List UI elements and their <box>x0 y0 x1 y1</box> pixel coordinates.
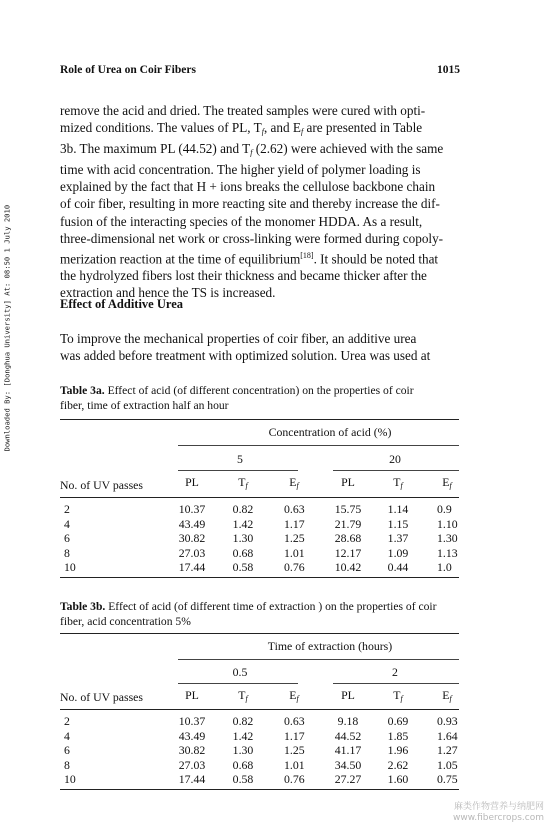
table-cell: 0.68 <box>232 545 254 560</box>
table-cell: 1.17 <box>284 516 305 531</box>
table-cell: 1.01 <box>284 545 305 560</box>
table-cell: 0.75 <box>437 772 458 787</box>
paragraph-line: To improve the mechanical properties of coir fiber, an additive urea <box>60 331 417 346</box>
paragraph-urea <box>60 330 460 364</box>
table-cell: 34.50 <box>334 757 362 772</box>
table-cell: 1.27 <box>437 743 458 758</box>
table-cell: 17.44 <box>178 560 206 575</box>
running-header <box>60 64 460 76</box>
paragraph-line: three-dimensional net work or cross-linking were formed during copoly- <box>60 230 444 246</box>
table-cell: 0.93 <box>437 714 458 728</box>
paragraph-line: was added before treatment with optimized solution. Urea was used at <box>60 348 431 364</box>
table-row-label: 4 <box>64 516 70 531</box>
table-cell: 1.10 <box>437 516 458 531</box>
table-cell: 1.13 <box>437 545 458 560</box>
table-cell: 27.03 <box>178 757 206 772</box>
table-3a-group-label: 5 <box>237 452 243 466</box>
column-header: $E_f$ <box>289 475 299 490</box>
table-cell: 1.42 <box>232 728 254 743</box>
table-3b-group-header: Time of extraction (hours) <box>267 639 393 653</box>
table-3b-caption: Table 3b. Effect of acid (of different time of extraction ) on the properties of coir fiber, acid concentration 5% <box>60 600 437 628</box>
table-cell: 0.68 <box>232 757 254 772</box>
table-3a-group-label: 20 <box>389 452 401 466</box>
table-row-label: 10 <box>64 772 76 787</box>
table-cell: 1.15 <box>387 516 409 531</box>
table-cell: 10.37 <box>178 714 206 728</box>
table-cell: 43.49 <box>178 516 206 531</box>
table-cell: 27.27 <box>334 772 362 787</box>
table-cell: 1.25 <box>284 743 305 758</box>
column-header: $E_f$ <box>442 688 452 703</box>
table-row-label: 8 <box>64 757 70 772</box>
table-3b-group-rule <box>178 659 459 660</box>
table-row-label: 6 <box>64 743 70 758</box>
table-cell: 0.58 <box>232 772 254 787</box>
table-3a-group-rule <box>178 445 459 446</box>
table-3b-subgroup-rule <box>178 683 298 684</box>
table-cell: 1.14 <box>387 502 409 516</box>
table-3a-caption-label: Table 3a. <box>60 384 105 397</box>
paragraph-line: 3b. The maximum PL (44.52) and $T_f$ (2.62) were achieved with the same <box>60 141 444 158</box>
table-cell: 12.17 <box>334 545 362 560</box>
table-cell: 27.03 <box>178 545 206 560</box>
table-cell: 1.30 <box>232 743 254 758</box>
table-cell: 44.52 <box>334 728 362 743</box>
table-3b-subgroup-rule <box>333 683 459 684</box>
table-3a-row-header: No. of UV passes <box>60 478 144 492</box>
table-row-label: 10 <box>64 560 76 575</box>
table-cell: 0.9 <box>437 502 452 516</box>
table-3b-bottom-rule <box>60 789 459 790</box>
table-cell: 28.68 <box>334 531 362 546</box>
table-cell: 1.64 <box>437 728 458 743</box>
table-cell: 10.42 <box>334 560 362 575</box>
column-header: PL <box>341 688 355 702</box>
table-row-label: 8 <box>64 545 70 560</box>
column-header: PL <box>341 475 355 489</box>
page-number: 1015 <box>437 64 460 76</box>
table-cell: 1.30 <box>437 531 458 546</box>
paragraph-line: remove the acid and dried. The treated samples were cured with opti- <box>60 103 426 118</box>
column-header: PL <box>185 688 199 702</box>
table-cell: 17.44 <box>178 772 206 787</box>
table-cell: 0.63 <box>284 502 305 516</box>
table-cell: 30.82 <box>178 531 206 546</box>
table-cell: 1.85 <box>387 728 409 743</box>
citation-reference: [18] <box>300 250 314 260</box>
table-cell: 1.42 <box>232 516 254 531</box>
table-cell: 43.49 <box>178 728 206 743</box>
table-cell: 0.58 <box>232 560 254 575</box>
paragraph-line: extraction and hence the TS is increased. <box>60 285 276 301</box>
paragraph-line: fusion of the interacting species of the monomer HDDA. As a result, <box>60 213 423 229</box>
site-watermark: 麻类作物营养与纳肥网 www.fibercrops.com <box>453 802 544 823</box>
table-row-label: 6 <box>64 531 70 546</box>
table-cell: 9.18 <box>337 714 359 728</box>
paragraph-line: of coir fiber, resulting in more reacting site and thereby increase the dif- <box>60 196 440 212</box>
paragraph-line: mized conditions. The values of PL, $T_f$, and $E_f$ are presented in Table <box>60 120 423 137</box>
table-3b-group-label: 2 <box>392 665 398 679</box>
paragraph-line: time with acid concentration. The higher yield of polymer loading is <box>60 162 421 178</box>
table-cell: 10.37 <box>178 502 206 516</box>
table-3a-group-header: Concentration of acid (%) <box>268 425 392 439</box>
column-header: PL <box>185 475 199 489</box>
table-3a-header-rule <box>60 497 459 498</box>
paragraph-line: merization reaction at the time of equilibrium[18]. It should be noted that <box>60 250 439 267</box>
table-cell: 1.05 <box>437 757 458 772</box>
paragraph-line: the hydrolyzed fibers lost their thickness and became thicker after the <box>60 268 427 284</box>
table-cell: 0.76 <box>284 772 305 787</box>
running-header-title: Role of Urea on Coir Fibers <box>60 64 196 76</box>
table-3b-caption-label: Table 3b. <box>60 600 106 613</box>
table-cell: 0.63 <box>284 714 305 728</box>
table-row-label: 2 <box>64 502 70 516</box>
column-header: $T_f$ <box>238 475 248 490</box>
table-3a-subgroup-rule <box>178 470 298 471</box>
column-header: $E_f$ <box>442 475 452 490</box>
table-3a-subgroup-rule <box>333 470 459 471</box>
column-header: $T_f$ <box>393 688 403 703</box>
table-cell: 1.37 <box>387 531 409 546</box>
table-cell: 0.82 <box>232 714 254 728</box>
section-heading: Effect of Additive Urea <box>60 297 184 311</box>
download-side-note: Downloaded By: [Donghua University] At: 08:50 1 July 2010 <box>2 204 12 452</box>
table-cell: 15.75 <box>334 502 362 516</box>
table-cell: 21.79 <box>334 516 362 531</box>
table-cell: 0.76 <box>284 560 305 575</box>
table-cell: 1.01 <box>284 757 305 772</box>
table-3a-bottom-rule <box>60 577 459 578</box>
table-cell: 1.17 <box>284 728 305 743</box>
table-cell: 1.96 <box>387 743 409 758</box>
paragraph-line: explained by the fact that H + ions breaks the cellulose backbone chain <box>60 179 436 195</box>
table-cell: 30.82 <box>178 743 206 758</box>
column-header: $E_f$ <box>289 688 299 703</box>
table-3b-header-rule <box>60 709 459 710</box>
table-3b-top-rule <box>60 633 459 634</box>
table-cell: 1.30 <box>232 531 254 546</box>
table-cell: 0.82 <box>232 502 254 516</box>
table-cell: 1.0 <box>437 560 452 575</box>
table-3a-caption: Table 3a. Effect of acid (of different concentration) on the properties of coir fiber, time of extraction half an hour <box>60 384 414 412</box>
table-cell: 1.25 <box>284 531 305 546</box>
table-cell: 41.17 <box>334 743 362 758</box>
table-3b-row-header: No. of UV passes <box>60 690 144 704</box>
table-3a-top-rule <box>60 419 459 420</box>
table-cell: 0.44 <box>387 560 409 575</box>
column-header: $T_f$ <box>393 475 403 490</box>
table-3b-group-label: 0.5 <box>232 665 248 679</box>
table-row-label: 2 <box>64 714 70 728</box>
paragraph-intro <box>60 102 460 301</box>
table-cell: 1.09 <box>387 545 409 560</box>
table-cell: 2.62 <box>387 757 409 772</box>
column-header: $T_f$ <box>238 688 248 703</box>
table-cell: 0.69 <box>387 714 409 728</box>
table-cell: 1.60 <box>387 772 409 787</box>
table-row-label: 4 <box>64 728 70 743</box>
